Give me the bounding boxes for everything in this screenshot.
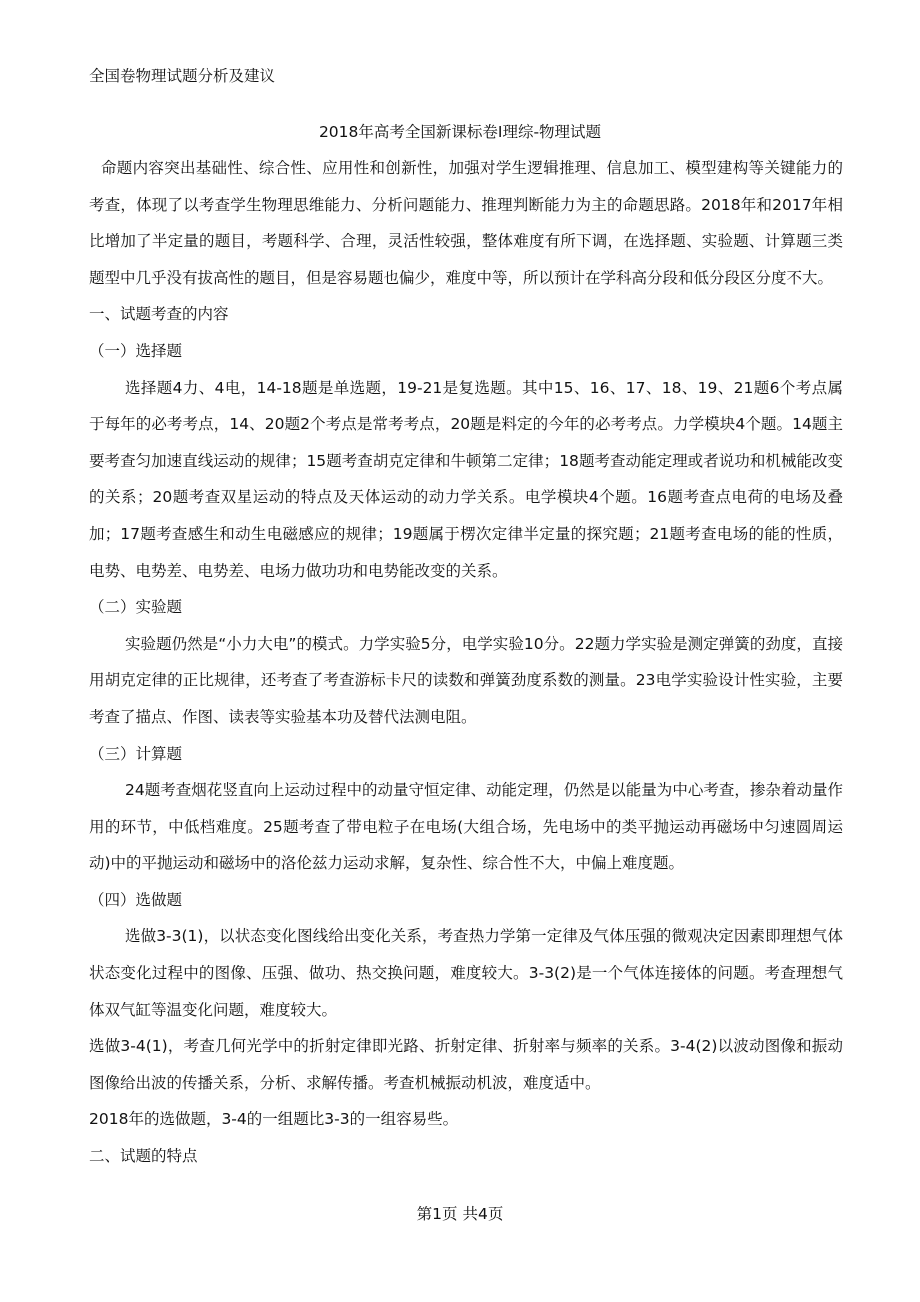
- sub4-paragraph-3: 2018年的选做题，3-4的一组题比3-3的一组容易些。: [89, 1110, 459, 1129]
- document-body: [89, 150, 843, 1175]
- document-title: 2018年高考全国新课标卷Ⅰ理综-物理试题: [318, 123, 602, 141]
- page-footer: 第1页 共4页: [416, 1205, 504, 1223]
- sub1-paragraph: 选择题4力、4电，14-18题是单选题，19-21是复选题。其中15、16、17、18、19、21题6个考点属于每年的必考考点，14、20题2个考点是常考考点，20题是料定的今年的必考考点。力学模块4个题。14题主要考查匀加速直线运动的规律；15题考查胡克定律和牛顿第二定律；18题考查动能定理或者说功和机械能改变的关系；20题考查双星运动的特点及天体运动的动力学关系。电学模块4个题。16题考查点电荷的电场及叠加；17题考查感生和动生电磁感应的规律；19题属于楞次定律半定量的探究题；21题考查电场的能的性质，电势、电势差、电势差、电场力做功功和电势能改变的关系。: [89, 378, 843, 580]
- section1-heading: 一、试题考查的内容: [89, 305, 229, 324]
- sub4-paragraph-1: 选做3-3(1)，以状态变化图线给出变化关系，考查热力学第一定律及气体压强的微观决定因素即理想气体状态变化过程中的图像、压强、做功、热交换问题，难度较大。3-3(2)是一个气体连接体的问题。考查理想气体双气缸等温变化问题，难度较大。: [89, 927, 843, 1019]
- sub3-heading: （三）计算题: [89, 744, 183, 763]
- section2-heading: 二、试题的特点: [89, 1147, 198, 1166]
- page-header: 全国卷物理试题分析及建议: [89, 67, 276, 85]
- sub2-heading: （二）实验题: [89, 598, 183, 617]
- sub4-paragraph-2: 选做3-4(1)，考查几何光学中的折射定律即光路、折射定律、折射率与频率的关系。3-4(2)以波动图像和振动图像给出波的传播关系，分析、求解传播。考查机械振动机波，难度适中。: [89, 1037, 843, 1092]
- sub4-heading: （四）选做题: [89, 890, 183, 909]
- sub2-paragraph: 实验题仍然是“小力大电”的模式。力学实验5分，电学实验10分。22题力学实验是测定弹簧的劲度，直接用胡克定律的正比规律，还考查了考查游标卡尺的读数和弹簧劲度系数的测量。23电学实验设计性实验，主要考查了描点、作图、读表等实验基本功及替代法测电阻。: [89, 634, 843, 726]
- intro-paragraph: 命题内容突出基础性、综合性、应用性和创新性，加强对学生逻辑推理、信息加工、模型建构等关键能力的考查，体现了以考查学生物理思维能力、分析问题能力、推理判断能力为主的命题思路。2018年和2017年相比增加了半定量的题目，考题科学、合理，灵活性较强，整体难度有所下调，在选择题、实验题、计算题三类题型中几乎没有拔高性的题目，但是容易题也偏少，难度中等，所以预计在学科高分段和低分段区分度不大。: [89, 159, 843, 287]
- sub1-heading: （一）选择题: [89, 341, 183, 360]
- sub3-paragraph: 24题考查烟花竖直向上运动过程中的动量守恒定律、动能定理，仍然是以能量为中心考查，掺杂着动量作用的环节，中低档难度。25题考查了带电粒子在电场(大组合场，先电场中的类平抛运动再磁场中匀速圆周运动)中的平抛运动和磁场中的洛伦兹力运动求解，复杂性、综合性不大，中偏上难度题。: [89, 781, 843, 873]
